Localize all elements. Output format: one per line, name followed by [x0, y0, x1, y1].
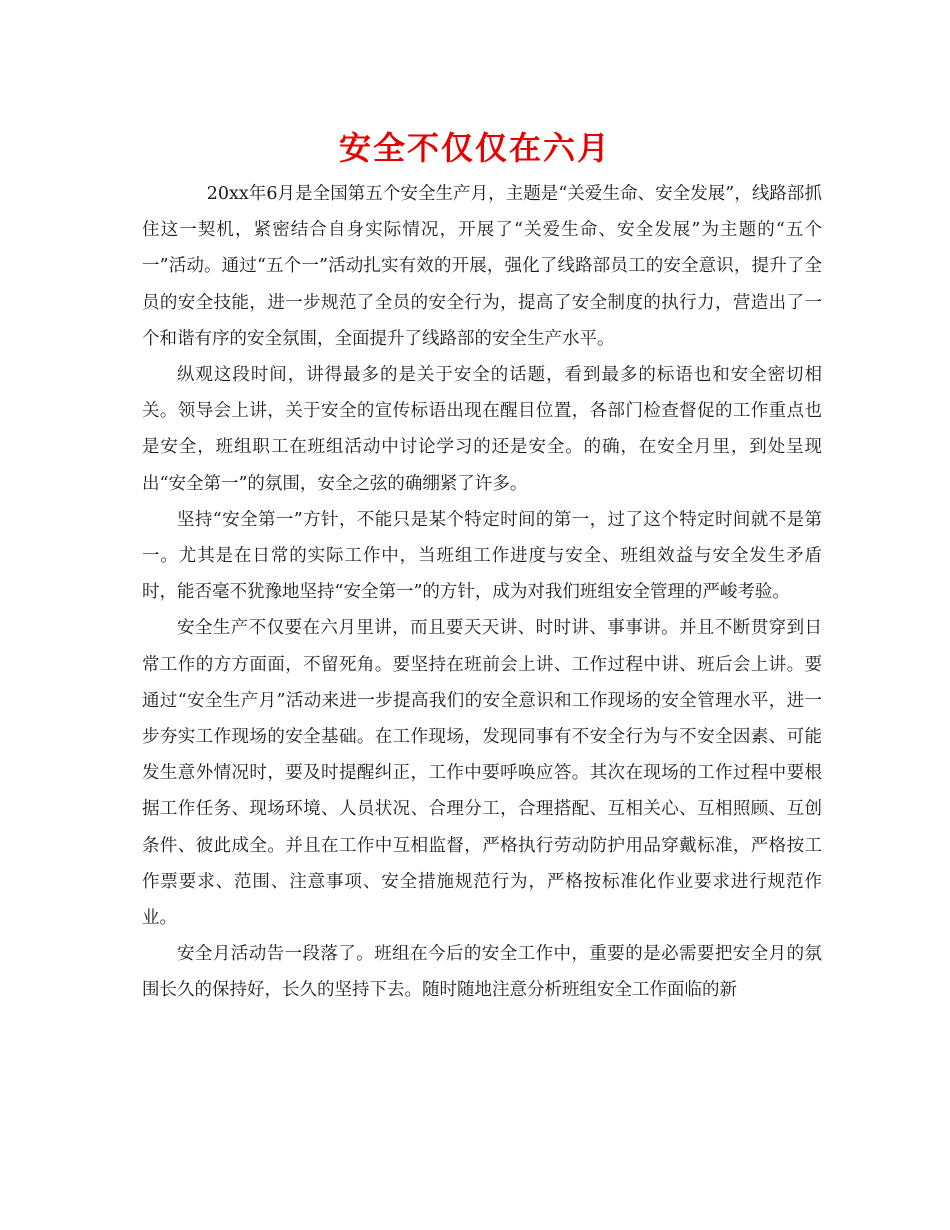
- paragraph-5: 安全月活动告一段落了。班组在今后的安全工作中，重要的是必需要把安全月的氛围长久的保持好，长久的坚持下去。随时随地注意分析班组安全工作面临的新: [142, 944, 822, 1001]
- paragraph-2: 纵观这段时间，讲得最多的是关于安全的话题，看到最多的标语也和安全密切相关。领导会上讲，关于安全的宣传标语出现在醒目位置，各部门检查督促的工作重点也是安全，班组职工在班组活动中讨论学习的还是安全。的确，在安全月里，到处呈现出“安全第一”的氛围，安全之弦的确绷紧了许多。: [142, 365, 822, 494]
- document-body: [142, 176, 822, 1009]
- paragraph-3: 坚持“安全第一”方针，不能只是某个特定时间的第一，过了这个特定时间就不是第一。尤其是在日常的实际工作中，当班组工作进度与安全、班组效益与安全发生矛盾时，能否毫不犹豫地坚持“安全第一”的方针，成为对我们班组安全管理的严峻考验。: [142, 509, 822, 603]
- document-title: 安全不仅仅在六月: [338, 129, 611, 167]
- paragraph-1: 20xx年6月是全国第五个安全生产月，主题是“关爱生命、安全发展”，线路部抓住这一契机，紧密结合自身实际情况，开展了“关爱生命、安全发展”为主题的“五个一”活动。通过“五个一”活动扎实有效的开展，强化了线路部员工的安全意识，提升了全员的安全技能，进一步规范了全员的安全行为，提高了安全制度的执行力，营造出了一个和谐有序的安全氛围，全面提升了线路部的安全生产水平。: [142, 184, 822, 349]
- paragraph-4: 安全生产不仅要在六月里讲，而且要天天讲、时时讲、事事讲。并且不断贯穿到日常工作的方方面面，不留死角。要坚持在班前会上讲、工作过程中讲、班后会上讲。要通过“安全生产月”活动来进一步提高我们的安全意识和工作现场的安全管理水平，进一步夯实工作现场的安全基础。在工作现场，发现同事有不安全行为与不安全因素、可能发生意外情况时，要及时提醒纠正，工作中要呼唤应答。其次在现场的工作过程中要根据工作任务、现场环境、人员状况、合理分工，合理搭配、互相关心、互相照顾、互创条件、彼此成全。并且在工作中互相监督，严格执行劳动防护用品穿戴标准，严格按工作票要求、范围、注意事项、安全措施规范行为，严格按标准化作业要求进行规范作业。: [142, 618, 822, 929]
